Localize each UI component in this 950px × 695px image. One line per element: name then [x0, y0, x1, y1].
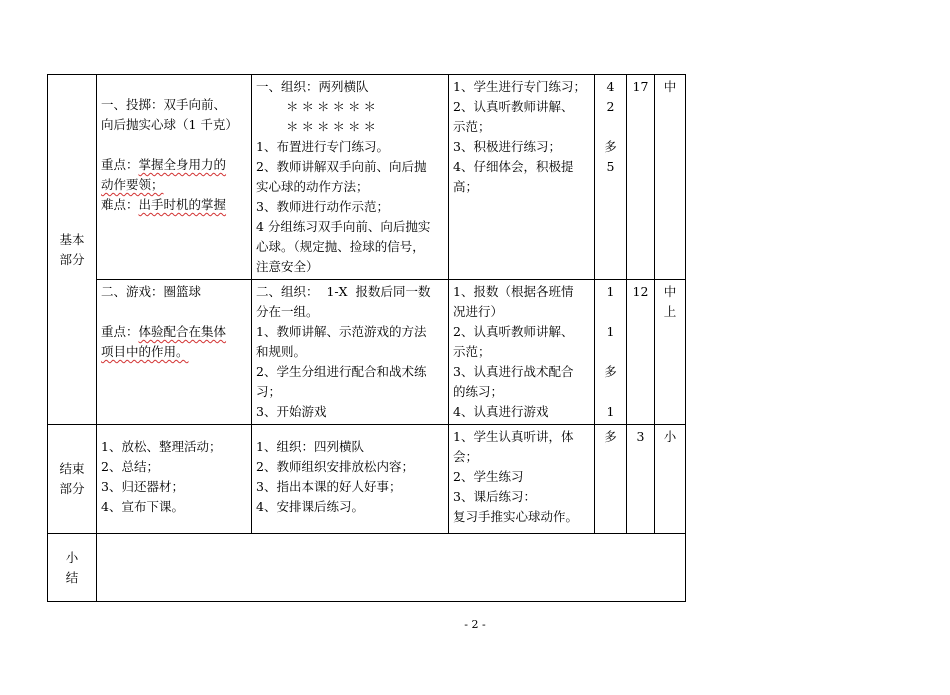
item2-org-line: 分在一组。: [256, 304, 319, 319]
item2-student-line: 3、认真进行战术配合: [453, 364, 574, 379]
basic-item1-count: [595, 75, 627, 280]
basic-row-2: [48, 280, 686, 425]
item2-org-line: 习；: [256, 384, 282, 399]
basic-row-1: [48, 75, 686, 280]
ending-intensity: [655, 425, 686, 534]
item2-count-value: 多: [604, 364, 617, 379]
ending-time: [627, 425, 655, 534]
ending-content-line: 2、总结；: [101, 459, 159, 474]
ending-org-line: 4、安排课后练习。: [256, 499, 364, 514]
ending-student: [449, 425, 595, 534]
item1-time-value: 17: [632, 79, 649, 94]
item1-org-line: 1、布置进行专门练习。: [256, 139, 389, 154]
basic-item1-organization: [252, 75, 449, 280]
ending-row: [48, 425, 686, 534]
item2-org-line: 1、教师讲解、示范游戏的方法: [256, 324, 427, 339]
item2-key-line1: [101, 322, 247, 342]
ending-count-value: 多: [604, 429, 617, 444]
ending-student-line: 3、课后练习：: [453, 489, 536, 504]
basic-item2-content: [97, 280, 252, 425]
ending-intensity-value: 小: [663, 429, 677, 444]
item1-diff-line: [101, 195, 247, 215]
section-basic-line2: 部分: [59, 251, 85, 267]
item1-diff-prefix: 难点：: [101, 197, 139, 212]
item1-title-line2: 向后抛实心球（1 千克）: [101, 117, 238, 132]
item1-key-line1: [101, 155, 247, 175]
section-summary-line2: 结: [65, 569, 79, 585]
ending-student-line: 1、学生认真听讲，体: [453, 429, 574, 444]
basic-item1-time: [627, 75, 655, 280]
item2-intensity-value: 中: [663, 284, 677, 299]
basic-item1-intensity: [655, 75, 686, 280]
section-ending: [48, 425, 97, 534]
section-summary: [48, 534, 97, 602]
item1-count-value: 多: [604, 139, 617, 154]
item1-key-text1: 掌握全身用力的: [138, 157, 227, 172]
item2-org-line: 3、开始游戏: [256, 404, 327, 419]
item2-student-line: 况进行）: [453, 304, 504, 319]
item1-key-prefix: 重点：: [101, 157, 139, 172]
ending-org-line: 2、教师组织安排放松内容；: [256, 459, 414, 474]
summary-row: [48, 534, 686, 602]
ending-content-line: 3、归还器材；: [101, 479, 184, 494]
item2-title: 二、游戏：圈篮球: [101, 284, 202, 299]
item2-student-line: 2、认真听教师讲解、: [453, 324, 574, 339]
basic-item2-time: [627, 280, 655, 425]
item2-org-line: 和规则。: [256, 344, 307, 359]
ending-student-line: 2、学生练习: [453, 469, 524, 484]
item1-org-line: 注意安全）: [256, 259, 319, 274]
item1-intensity-value: 中: [663, 79, 677, 94]
item2-org-line: 2、学生分组进行配合和战术练: [256, 364, 427, 379]
summary-content: [97, 534, 686, 602]
section-ending-line2: 部分: [59, 481, 85, 496]
item1-student-line: 示范；: [453, 119, 491, 134]
item1-student-line: 高；: [453, 179, 479, 194]
item1-count-value: 5: [606, 159, 615, 174]
section-basic-line1: 基本: [59, 231, 85, 247]
item1-org-line: 一、组织：两列横队: [256, 79, 369, 94]
page-number: - 2 -: [464, 618, 486, 631]
section-summary-line1: 小: [65, 549, 79, 565]
basic-item2-student: [449, 280, 595, 425]
ending-content: [97, 425, 252, 534]
item1-org-line: 3、教师进行动作示范；: [256, 199, 389, 214]
item1-org-line: 实心球的动作方法；: [256, 179, 369, 194]
lesson-plan-table: [47, 74, 686, 602]
basic-item2-count: [595, 280, 627, 425]
ending-org-line: 1、组织：四列横队: [256, 439, 364, 454]
item1-student-line: 2、认真听教师讲解、: [453, 99, 574, 114]
item1-count-value: 2: [606, 99, 615, 114]
item2-count-value: 1: [606, 284, 615, 299]
item1-org-line: 4 分组练习双手向前、向后抛实: [256, 219, 431, 234]
item2-count-value: 1: [606, 404, 615, 419]
ending-organization: [252, 425, 449, 534]
item2-intensity-value: 上: [663, 304, 677, 319]
item1-org-line: 2、教师讲解双手向前、向后抛: [256, 159, 427, 174]
section-ending-line1: 结束: [59, 461, 85, 476]
item2-key-text1: 体验配合在集体: [138, 324, 227, 339]
item2-count-value: 1: [606, 324, 615, 339]
item1-title-line1: 一、投掷：双手向前、: [101, 97, 227, 112]
basic-item1-content: [97, 75, 252, 280]
basic-item2-intensity: [655, 280, 686, 425]
item2-student-line: 1、报数（根据各班情: [453, 284, 574, 299]
section-basic: [48, 75, 97, 425]
basic-item2-organization: [252, 280, 449, 425]
ending-org-line: 3、指出本课的好人好事；: [256, 479, 402, 494]
formation-row-2: ＊＊＊＊＊＊: [286, 119, 380, 134]
ending-content-line: 4、宣布下课。: [101, 499, 184, 514]
ending-content-line: 1、放松、整理活动；: [101, 439, 222, 454]
ending-student-line: 复习手推实心球动作。: [453, 509, 579, 524]
item2-time-value: 12: [632, 284, 649, 299]
ending-count: [595, 425, 627, 534]
item2-key-prefix: 重点：: [101, 324, 139, 339]
item2-student-line: 4、认真进行游戏: [453, 404, 549, 419]
item1-key-line2: 动作要领；: [101, 177, 164, 192]
basic-item1-student: [449, 75, 595, 280]
formation-row-1: ＊＊＊＊＊＊: [286, 99, 380, 114]
item1-student-line: 4、仔细体会，积极提: [453, 159, 574, 174]
item1-count-value: 4: [606, 79, 615, 94]
item2-student-line: 示范；: [453, 344, 491, 359]
item1-org-line: 心球。（规定抛、捡球的信号，: [256, 239, 425, 254]
item1-diff-text: 出手时机的掌握: [138, 197, 227, 212]
item2-student-line: 的练习；: [453, 384, 504, 399]
item2-key-line2: 项目中的作用。: [101, 344, 189, 359]
item1-student-line: 3、积极进行练习；: [453, 139, 561, 154]
ending-time-value: 3: [636, 429, 645, 444]
item2-org-line: 二、组织： 1-X 报数后同一数: [256, 284, 431, 299]
ending-student-line: 会；: [453, 449, 479, 464]
item1-student-line: 1、学生进行专门练习；: [453, 79, 586, 94]
